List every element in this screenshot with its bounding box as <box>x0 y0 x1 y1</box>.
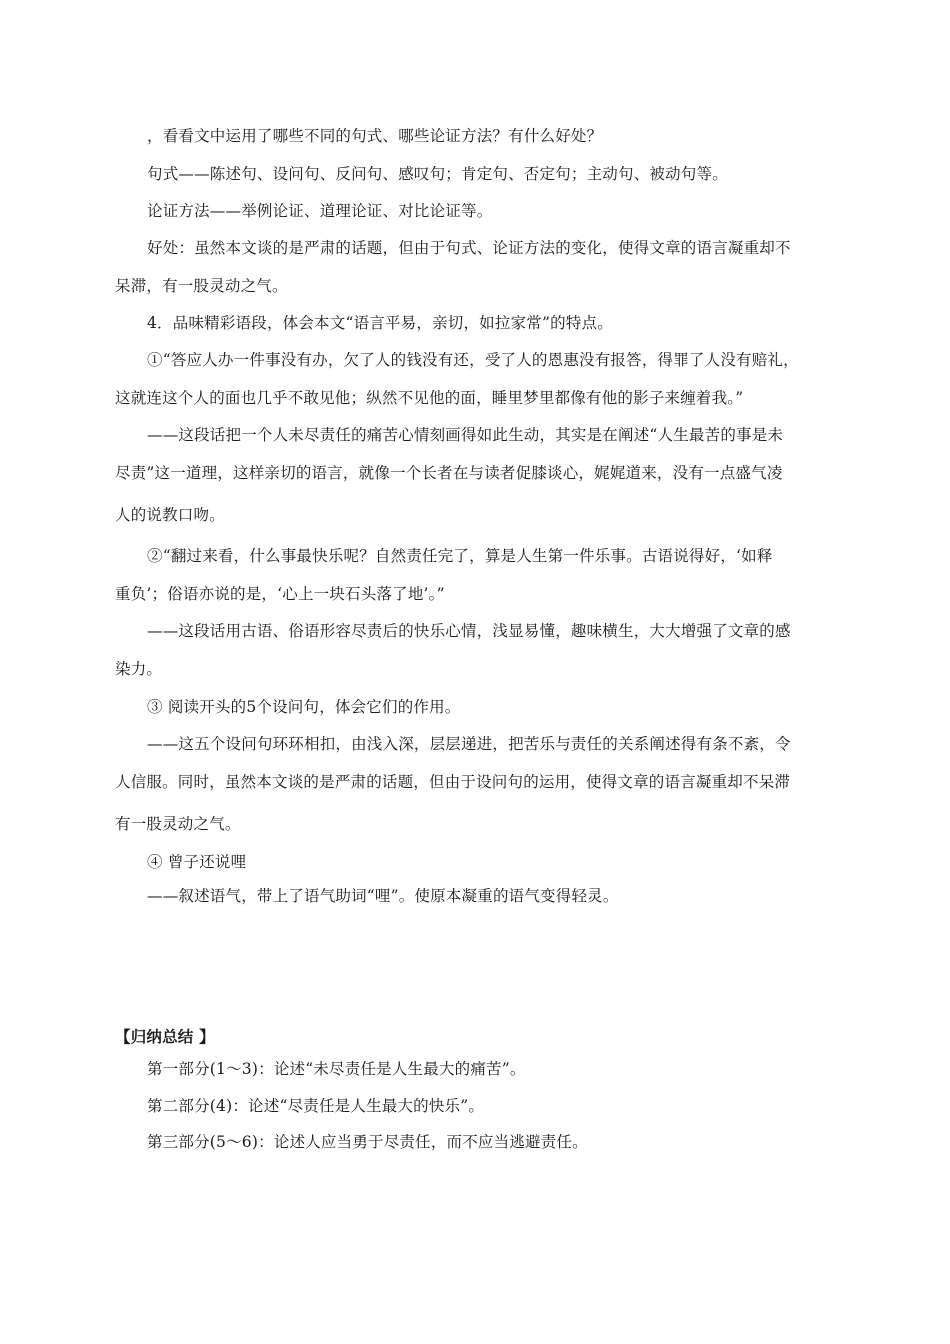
summary-part3: 第三部分(5～6)：论述人应当勇于尽责任，而不应当逃避责任。 <box>147 1133 588 1151</box>
item2-quote-line1: ②“翻过来看，什么事最快乐呢？自然责任完了，算是人生第一件乐事。古语说得好，‘如释 <box>147 547 773 565</box>
item1-note-line2: 尽责”这一道理，这样亲切的语言，就像一个长者在与读者促膝谈心，娓娓道来，没有一点盛气凌 <box>115 464 783 482</box>
q3-benefit-line1: 好处：虽然本文谈的是严肃的话题，但由于句式、论证方法的变化，使得文章的语言凝重却不 <box>147 239 791 257</box>
summary-heading: 【归纳总结 】 <box>115 1028 215 1046</box>
q3-prompt: ，看看文中运用了哪些不同的句式、哪些论证方法？有什么好处？ <box>147 127 603 145</box>
item2-note-line2: 染力。 <box>115 660 163 678</box>
item1-note-line3: 人的说教口吻。 <box>115 506 225 524</box>
item3-note-line3: 有一股灵动之气。 <box>115 815 241 833</box>
q3-methods: 论证方法——举例论证、道理论证、对比论证等。 <box>147 202 493 220</box>
item3-note-line2: 人信服。同时，虽然本文谈的是严肃的话题，但由于设问句的运用，使得文章的语言凝重却不呆滞 <box>115 773 791 791</box>
item4-note: ——叙述语气，带上了语气助词“哩”。使原本凝重的语气变得轻灵。 <box>147 887 619 905</box>
item1-quote-line1: ①“答应人办一件事没有办，欠了人的钱没有还，受了人的恩惠没有报答，得罪了人没有赔礼， <box>147 351 799 369</box>
q3-sentence-types: 句式——陈述句、设问句、反问句、感叹句；肯定句、否定句；主动句、被动句等。 <box>147 165 728 183</box>
item2-quote-line2: 重负’；俗语亦说的是，‘心上一块石头落了地’。” <box>115 585 445 603</box>
summary-part2: 第二部分(4)：论述“尽责任是人生最大的快乐”。 <box>147 1097 485 1115</box>
item1-quote-line2: 这就连这个人的面也几乎不敢见他；纵然不见他的面，睡里梦里都像有他的影子来缠着我。” <box>115 389 744 407</box>
item3-note-line1: ——这五个设问句环环相扣，由浅入深，层层递进，把苦乐与责任的关系阐述得有条不紊，令 <box>147 735 791 753</box>
q3-benefit-line2: 呆滞，有一股灵动之气。 <box>115 277 288 295</box>
item1-note-line1: ——这段话把一个人未尽责任的痛苦心情刻画得如此生动，其实是在阐述“人生最苦的事是未 <box>147 426 784 444</box>
q4-prompt: 4．品味精彩语段，体会本文“语言平易，亲切，如拉家常”的特点。 <box>147 314 613 332</box>
summary-part1: 第一部分(1～3)：论述“未尽责任是人生最大的痛苦”。 <box>147 1060 526 1078</box>
item3-quote: ③ 阅读开头的5个设问句，体会它们的作用。 <box>147 698 461 716</box>
item4-quote: ④ 曾子还说哩 <box>147 853 247 871</box>
item2-note-line1: ——这段话用古语、俗语形容尽责后的快乐心情，浅显易懂，趣味横生，大大增强了文章的感 <box>147 622 791 640</box>
